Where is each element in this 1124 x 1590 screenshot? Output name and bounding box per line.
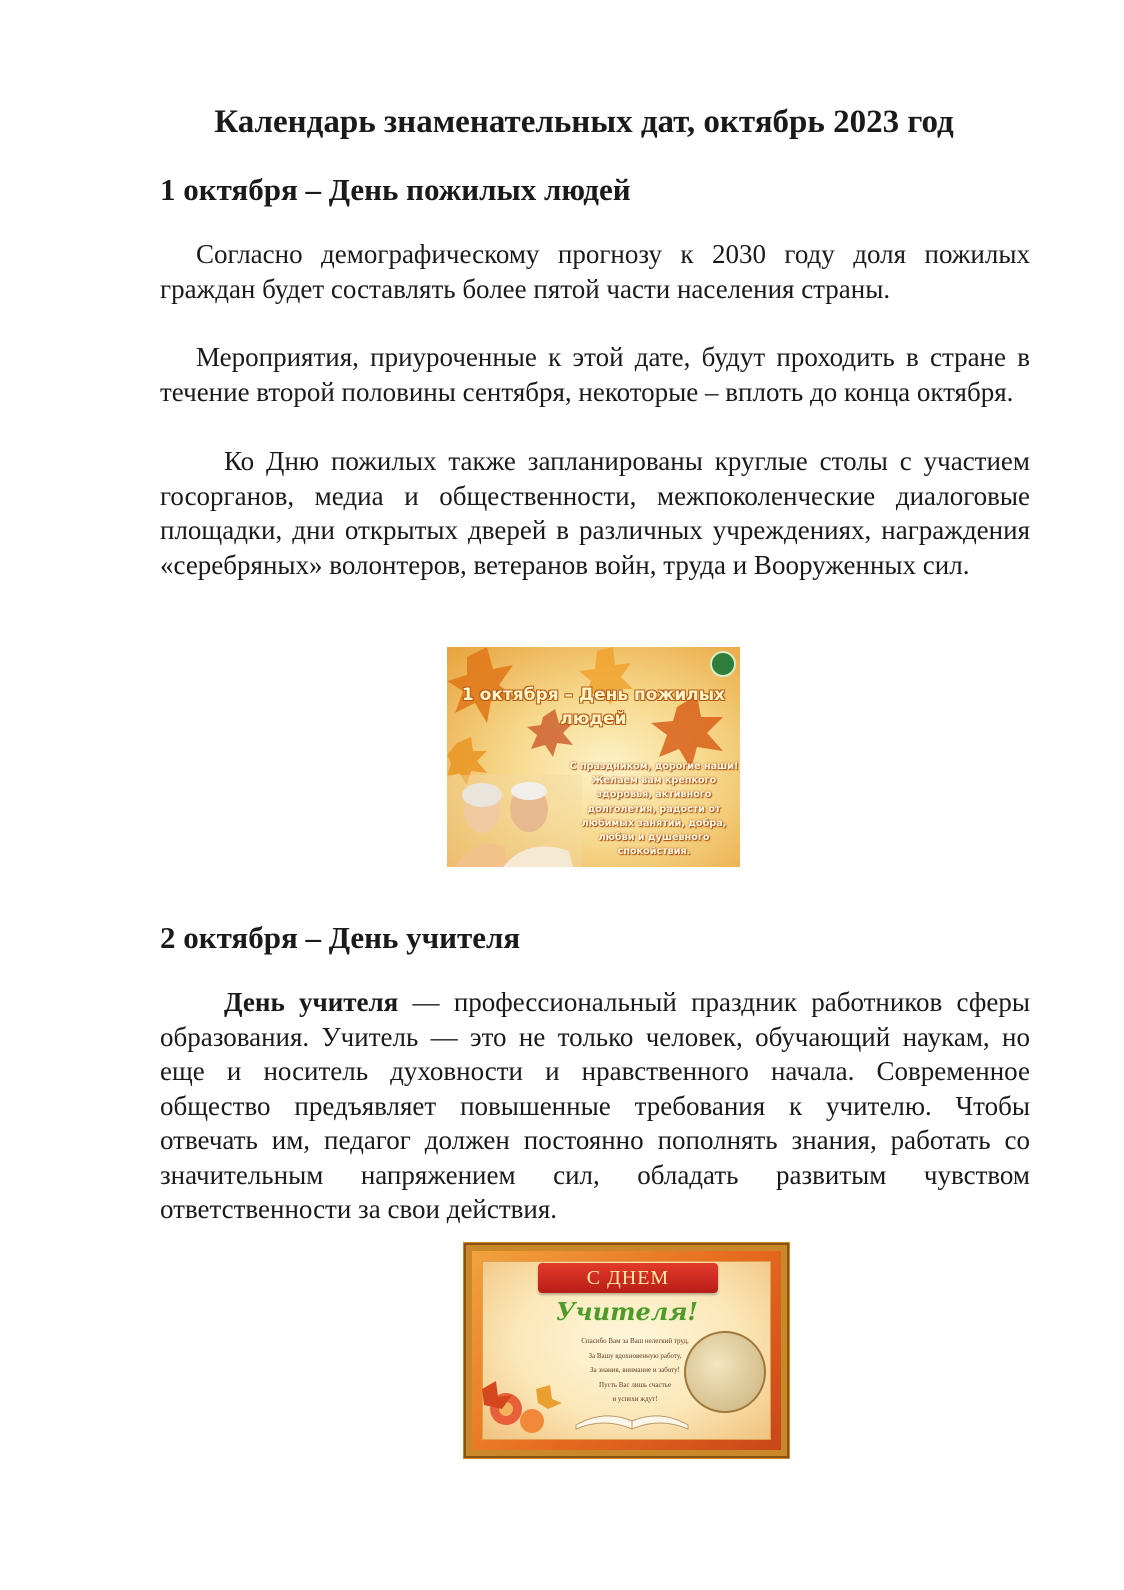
elderly-day-greeting-card (447, 647, 740, 867)
logo-icon (710, 651, 736, 677)
card-script-title: Учителя! (556, 1297, 698, 1326)
page-title: Календарь знаменательных дат, октябрь 2023 год (214, 104, 954, 140)
section-heading-teacher-day: 2 октября – День учителя (160, 920, 521, 955)
teacher-day-greeting-card (463, 1242, 790, 1459)
elderly-card-wishes: С праздником, дорогие наши! Желаем вам крепкого здоровья, активного долголетия, радости от любимых занятий, добра, любви и душевного спокойствия. (569, 761, 739, 858)
section-heading-elderly-day: 1 октября – День пожилых людей (160, 172, 631, 207)
teacher-day-description: — профессиональный праздник работников сферы образования. Учитель — это не только человек, обучающий наукам, но еще и носитель духовности и нравственного начала. Современное общество предъявляет повышенные требования к учителю. Чтобы отвечать им, педагог должен постоянно пополнять знания, работать со значительным напряжением сил, обладать развитым чувством ответственности за свои действия. (160, 987, 1030, 1224)
paragraph-teacher-day (160, 985, 1030, 1227)
elderly-card-title: 1 октября – День пожилых людей (461, 685, 726, 729)
paragraph-demography: Согласно демографическому прогнозу к 2030 году доля пожилых граждан будет составлять более пятой части населения страны. (160, 239, 1030, 304)
card-ribbon-text: С ДНЕМ (586, 1267, 670, 1289)
card-verse: Спасибо Вам за Ваш нелегкий труд, За Вашу вдохновенную работу, За знания, внимание и заботу! Пусть Вас лишь счастье и успехи ждут! (581, 1337, 689, 1403)
elderly-couple-photo (447, 775, 582, 867)
paragraph-round-tables: Ко Дню пожилых также запланированы круглые столы с участием госорганов, медиа и общественности, межпоколенческие диалоговые площадки, дни открытых дверей в различных учреждениях, награждения «серебряных» волонтеров, ветеранов войн, труда и Вооруженных сил. (160, 446, 1030, 580)
paragraph-events: Мероприятия, приуроченные к этой дате, будут проходить в стране в течение второй половины сентября, некоторые – вплоть до конца октября. (160, 342, 1030, 407)
teacher-day-term: День учителя (224, 987, 399, 1017)
